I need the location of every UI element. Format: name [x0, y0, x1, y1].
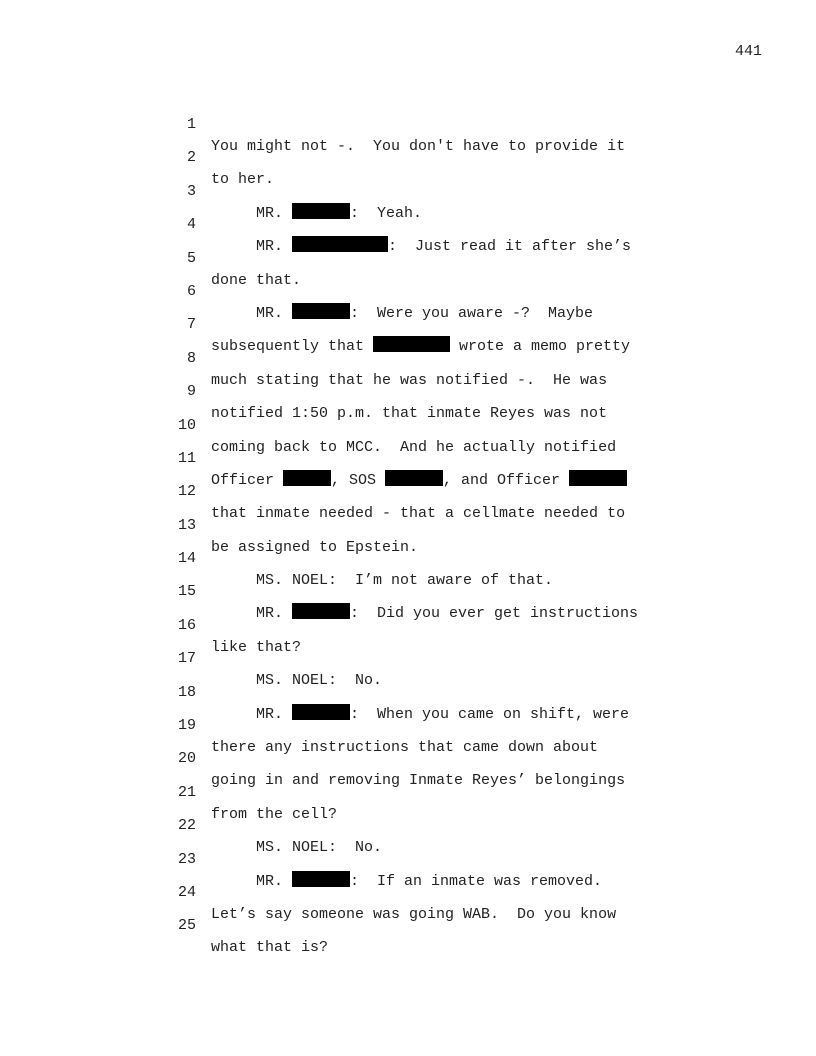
line-text: that inmate needed - that a cellmate needed to [211, 505, 626, 523]
line-number: 1 [186, 116, 196, 133]
transcript-line [0, 793, 816, 857]
line-number: 3 [186, 182, 196, 200]
line-text: be assigned to Epstein. [211, 538, 419, 556]
line-text: MR. : Yeah. [211, 204, 423, 222]
transcript-line [0, 359, 816, 423]
line-number: 17 [177, 650, 196, 668]
transcript-line [0, 593, 816, 656]
line-number: 10 [177, 416, 196, 434]
line-number: 20 [177, 750, 196, 768]
line-number: 19 [177, 717, 196, 735]
transcript-line [0, 125, 816, 189]
transcript-body [0, 92, 816, 957]
transcript-line [0, 159, 816, 222]
line-number: 15 [177, 583, 196, 601]
line-number: 2 [186, 149, 196, 167]
line-number: 16 [177, 616, 196, 634]
line-text: MR. : Were you aware -? Maybe [211, 304, 594, 322]
line-number: 9 [186, 383, 196, 401]
transcript-line [0, 259, 816, 322]
transcript-line [0, 660, 816, 723]
transcript-line [0, 459, 816, 523]
line-text: MR. : When you came on shift, were [211, 705, 630, 723]
transcript-line [0, 559, 816, 623]
line-number: 12 [177, 483, 196, 501]
transcript-line [0, 493, 816, 556]
line-number: 25 [177, 917, 196, 935]
line-number: 24 [177, 883, 196, 901]
line-text: Let’s say someone was going WAB. Do you know [211, 905, 617, 923]
transcript-line [0, 860, 816, 923]
line-text: what that is? [211, 939, 329, 957]
line-text: MR. : Just read it after she’s [211, 238, 632, 256]
line-number: 18 [177, 683, 196, 701]
transcript-line [0, 726, 816, 790]
line-text: notified 1:50 p.m. that inmate Reyes was not [211, 405, 608, 423]
transcript-line [0, 893, 816, 957]
transcript-line [0, 626, 816, 690]
line-text: You might not -. You don't have to provide it [211, 138, 626, 155]
line-number: 11 [177, 449, 196, 467]
transcript-line [0, 292, 816, 356]
line-number: 23 [177, 850, 196, 868]
line-number: 14 [177, 550, 196, 568]
transcript-line [0, 393, 816, 456]
transcript-line [0, 92, 816, 155]
transcript-line [0, 326, 816, 389]
line-text: subsequently that wrote a memo pretty [211, 338, 631, 356]
line-number: 6 [186, 282, 196, 300]
line-number: 13 [177, 516, 196, 534]
line-text: from the cell? [211, 805, 338, 823]
line-text: Officer , SOS , and Officer [211, 470, 627, 492]
transcript-line [0, 760, 816, 823]
page-number: 441 [734, 43, 762, 60]
line-text: MS. NOEL: No. [211, 672, 383, 690]
line-text: coming back to MCC. And he actually notified [211, 438, 617, 456]
line-text: MS. NOEL: I’m not aware of that. [211, 572, 554, 590]
line-number: 22 [177, 817, 196, 835]
line-text: going in and removing Inmate Reyes’ belongings [211, 772, 626, 790]
line-text: to her. [211, 171, 275, 189]
line-text: MR. : If an inmate was removed. [211, 872, 603, 890]
line-number: 7 [186, 316, 196, 334]
line-text: much stating that he was notified -. He was [211, 371, 608, 389]
line-text: there any instructions that came down about [211, 739, 599, 757]
transcript-line [0, 226, 816, 289]
transcript-line [0, 426, 816, 489]
line-text: like that? [211, 638, 302, 656]
line-number: 5 [186, 249, 196, 267]
line-text: done that. [211, 271, 302, 289]
line-number: 21 [177, 783, 196, 801]
transcript-line [0, 192, 816, 256]
line-number: 8 [186, 349, 196, 367]
line-text: MS. NOEL: No. [211, 839, 383, 857]
line-number: 4 [186, 216, 196, 234]
transcript-line [0, 693, 816, 757]
line-text: MR. : Did you ever get instructions [211, 605, 639, 623]
transcript-line [0, 526, 816, 590]
transcript-line [0, 827, 816, 890]
